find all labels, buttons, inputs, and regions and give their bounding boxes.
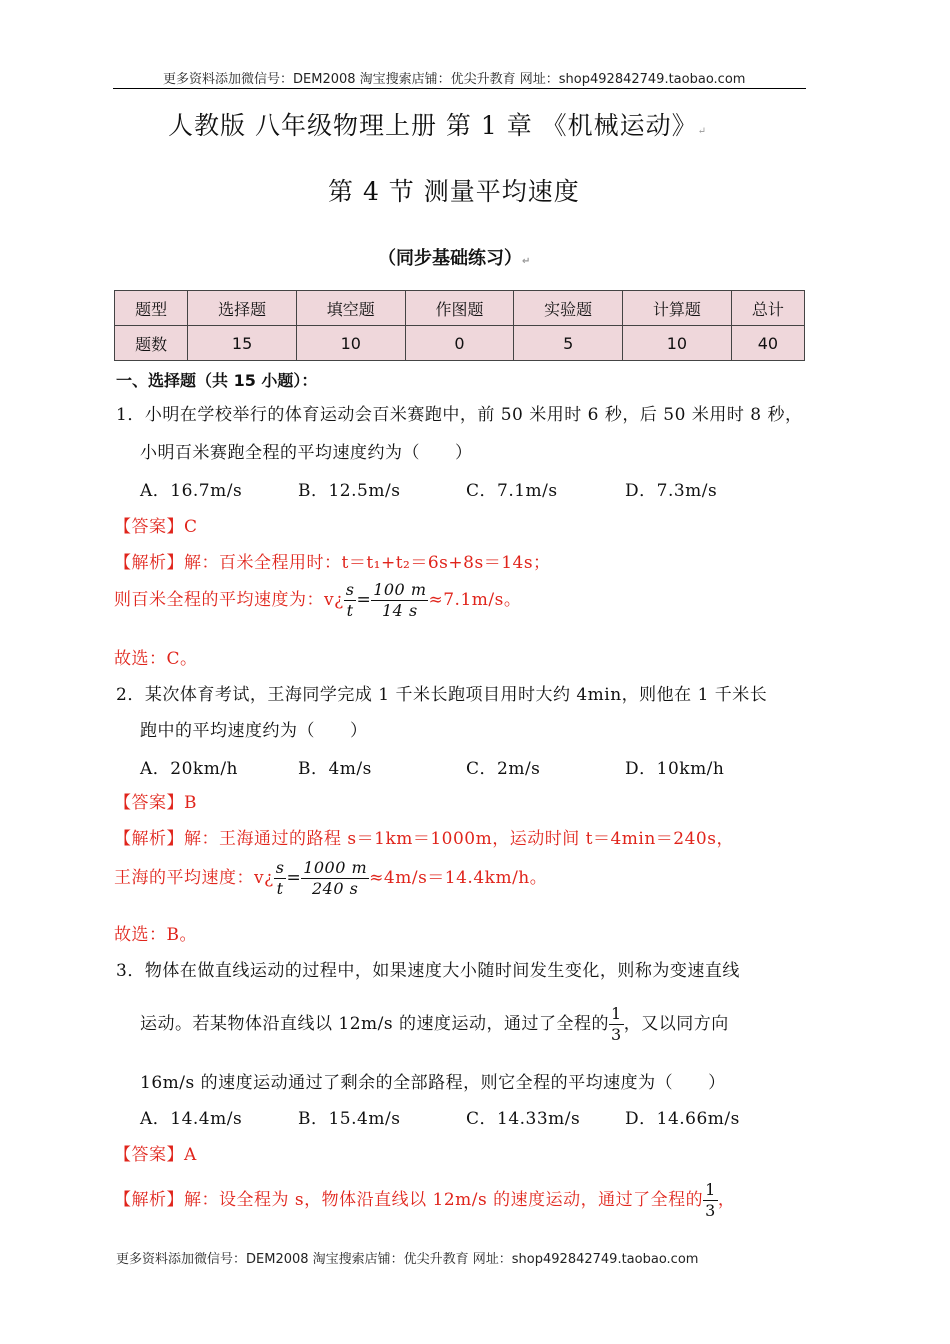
q1-analysis: 【解析】解：百米全程用时：t＝t₁+t₂＝6s+8s＝14s； — [114, 553, 551, 573]
q1-option-c: C．7.1m/s — [466, 481, 558, 501]
calc-prefix: 王海的平均速度：v¿ — [114, 868, 274, 888]
q2-answer: 【答案】B — [114, 793, 197, 813]
fraction-s-over-t: $\frac{s}{t}$ — [345, 580, 355, 620]
subtitle: （同步基础练习）↵ — [378, 248, 531, 269]
table-cell: 0 — [405, 326, 514, 361]
q3-answer: 【答案】A — [114, 1145, 197, 1165]
question-1-line-1: 1．小明在学校举行的体育运动会百米赛跑中，前 50 米用时 6 秒，后 50 米用时 8 秒， — [116, 405, 803, 425]
question-2-line-1: 2．某次体育考试，王海同学完成 1 千米长跑项目用时大约 4min，则他在 1 千米长 — [116, 685, 768, 705]
q3-analysis: 【解析】解：设全程为 s，物体沿直线以 12m/s 的速度运动，通过了全程的 $\frac{1}{3}$ ， — [114, 1180, 736, 1220]
q1-option-d: D．7.3m/s — [625, 481, 718, 501]
table-cell: 作图题 — [405, 291, 514, 326]
table-row — [115, 326, 805, 361]
table-cell: 5 — [514, 326, 623, 361]
table-cell: 15 — [188, 326, 297, 361]
question-3-line-1: 3．物体在做直线运动的过程中，如果速度大小随时间发生变化，则称为变速直线 — [116, 961, 740, 981]
q2-option-d: D．10km/h — [625, 759, 725, 779]
page-header: 更多资料添加微信号：DEM2008 淘宝搜索店铺：优尖升教育 网址：shop492842749.taobao.com — [163, 72, 746, 87]
q3-option-a: A．14.4m/s — [140, 1109, 243, 1129]
q2-option-b: B．4m/s — [298, 759, 372, 779]
calc-prefix: 则百米全程的平均速度为：v¿ — [114, 590, 344, 610]
q1-answer: 【答案】C — [114, 517, 198, 537]
q2-option-a: A．20km/h — [140, 759, 239, 779]
q1-calculation: 则百米全程的平均速度为：v¿ $\frac{s}{t}$ = $\frac{100 m}{14 s}$ ≈7.1m/s。 — [114, 580, 522, 620]
header-divider — [113, 88, 806, 89]
fraction-one-third: $\frac{1}{3}$ — [611, 1004, 622, 1044]
q3-option-b: B．15.4m/s — [298, 1109, 401, 1129]
q2-calculation: 王海的平均速度：v¿ $\frac{s}{t}$ = $\frac{1000 m}{240 s}$ ≈4m/s＝14.4km/h。 — [114, 858, 548, 898]
q1-conclusion: 故选：C。 — [114, 649, 198, 669]
table-cell: 10 — [623, 326, 732, 361]
table-cell: 计算题 — [623, 291, 732, 326]
q3-option-d: D．14.66m/s — [625, 1109, 740, 1129]
fraction-values: $\frac{1000 m}{240 s}$ — [303, 858, 368, 898]
calc-suffix: ≈4m/s＝14.4km/h。 — [369, 868, 548, 888]
document-title: 人教版 八年级物理上册 第 1 章 《机械运动》↵ — [168, 111, 708, 140]
table-cell: 题型 — [115, 291, 188, 326]
table-cell: 总计 — [731, 291, 804, 326]
table-cell: 实验题 — [514, 291, 623, 326]
q3-option-c: C．14.33m/s — [466, 1109, 581, 1129]
table-cell: 10 — [296, 326, 405, 361]
question-3-line-2: 运动。若某物体沿直线以 12m/s 的速度运动，通过了全程的 $\frac{1}{3}$ ，又以同方向 — [140, 1004, 729, 1044]
question-3-line-3: 16m/s 的速度运动通过了剩余的全部路程，则它全程的平均速度为（ ） — [140, 1073, 726, 1093]
table-cell: 选择题 — [188, 291, 297, 326]
section-title: 第 4 节 测量平均速度 — [328, 177, 580, 206]
fraction-values: $\frac{100 m}{14 s}$ — [373, 580, 427, 620]
fraction-s-over-t: $\frac{s}{t}$ — [275, 858, 285, 898]
table-cell: 40 — [731, 326, 804, 361]
fraction-one-third: $\frac{1}{3}$ — [705, 1180, 716, 1220]
q2-conclusion: 故选：B。 — [114, 925, 197, 945]
q2-option-c: C．2m/s — [466, 759, 541, 779]
table-cell: 题数 — [115, 326, 188, 361]
q1-option-b: B．12.5m/s — [298, 481, 401, 501]
table-cell: 填空题 — [296, 291, 405, 326]
calc-suffix: ≈7.1m/s。 — [428, 590, 522, 610]
q2-analysis: 【解析】解：王海通过的路程 s＝1km＝1000m，运动时间 t＝4min＝240s， — [114, 829, 734, 849]
question-2-line-2: 跑中的平均速度约为（ ） — [140, 721, 368, 741]
table-header-row — [115, 291, 805, 326]
section-heading: 一、选择题（共 15 小题）： — [116, 371, 318, 390]
question-1-line-2: 小明百米赛跑全程的平均速度约为（ ） — [140, 443, 473, 463]
question-stats-table — [114, 290, 805, 361]
page-footer: 更多资料添加微信号：DEM2008 淘宝搜索店铺：优尖升教育 网址：shop492842749.taobao.com — [116, 1252, 699, 1267]
q1-option-a: A．16.7m/s — [140, 481, 243, 501]
